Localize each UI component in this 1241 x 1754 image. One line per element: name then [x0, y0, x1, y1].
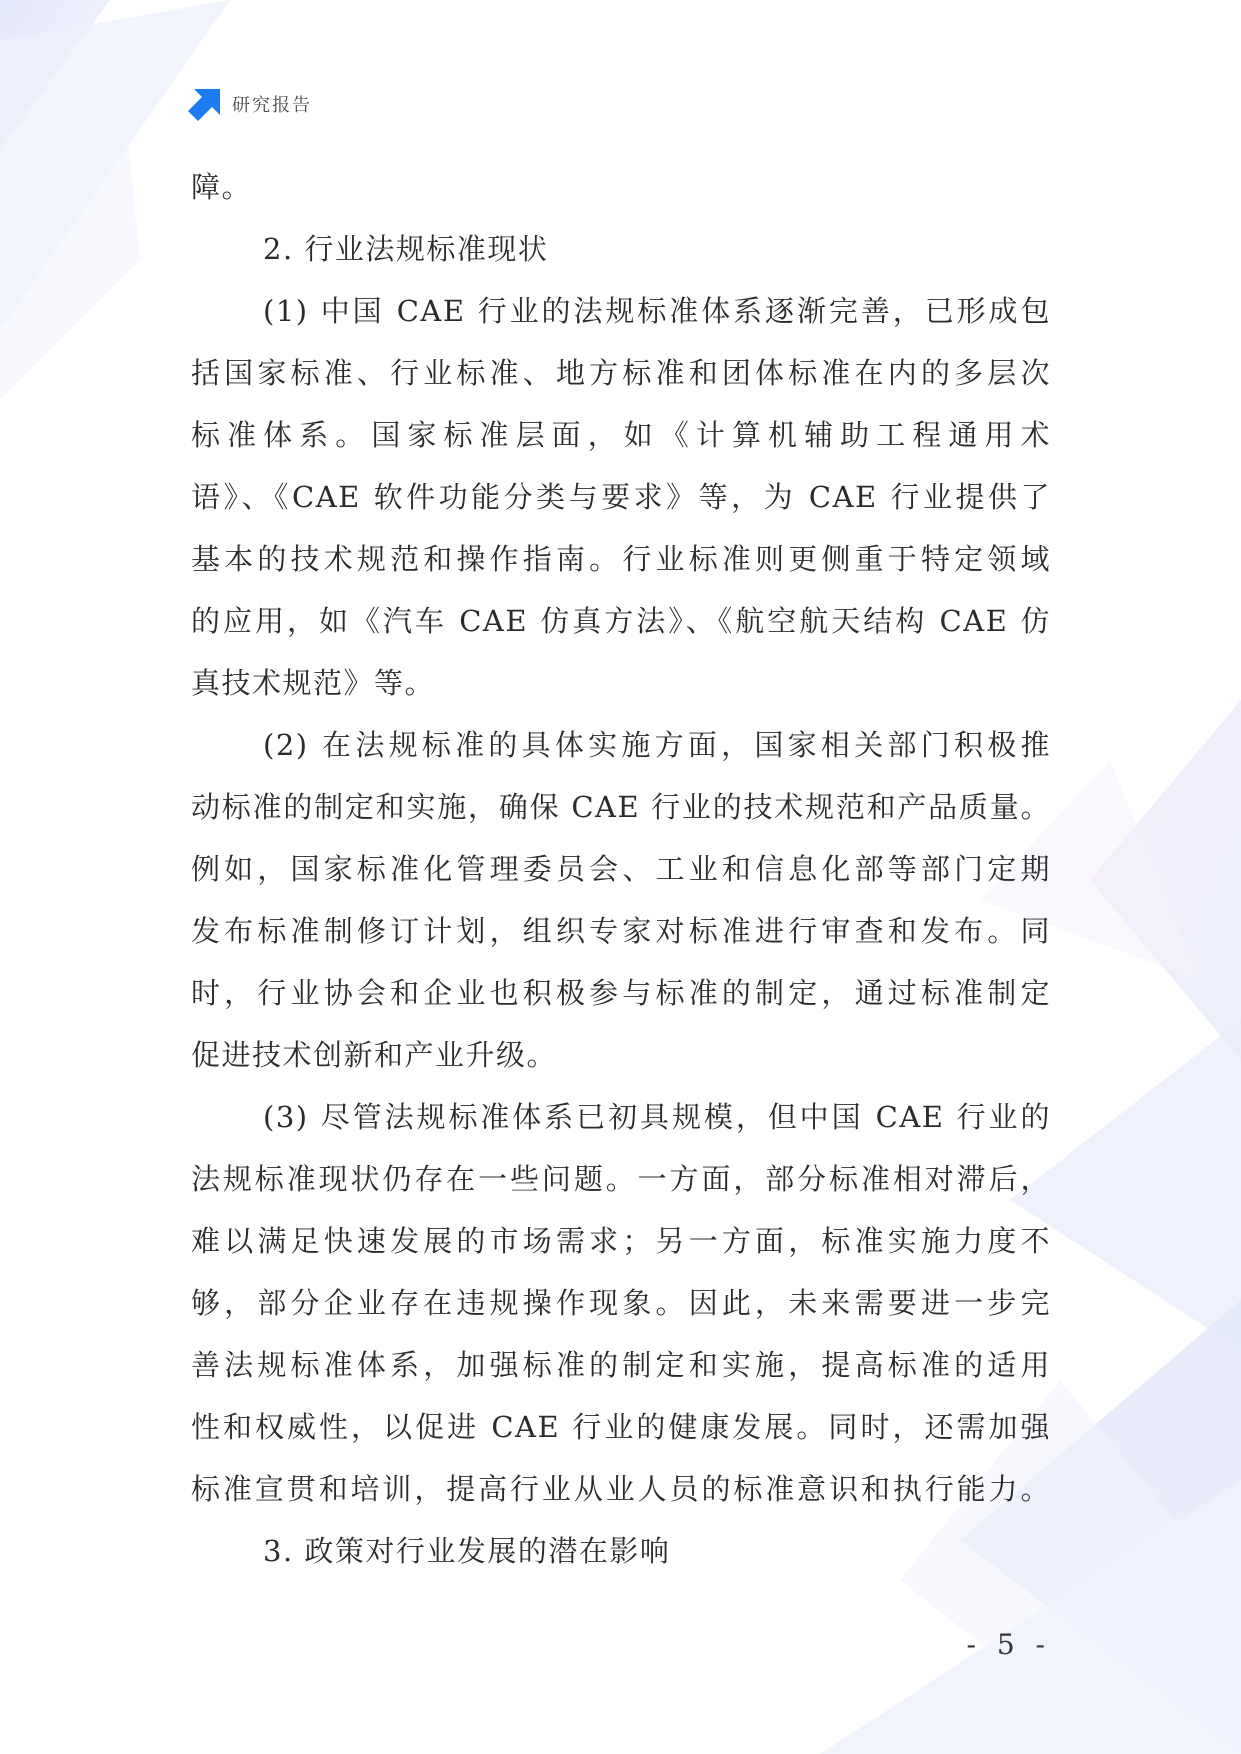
paragraph-line: 法规标准现状仍存在一些问题。一方面，部分标准相对滞后， — [191, 1162, 1051, 1196]
section-heading: 3. 政策对行业发展的潜在影响 — [263, 1534, 671, 1568]
paragraph-line: (2) 在法规标准的具体实施方面，国家相关部门积极推 — [263, 728, 1051, 762]
paragraph-line: 的应用，如《汽车 CAE 仿真方法》、《航空航天结构 CAE 仿 — [191, 604, 1051, 638]
paragraph-line: 括国家标准、行业标准、地方标准和团体标准在内的多层次 — [191, 356, 1051, 390]
paragraph-line: 标准宣贯和培训，提高行业从业人员的标准意识和执行能力。 — [191, 1472, 1051, 1506]
paragraph-line: 真技术规范》等。 — [191, 666, 436, 700]
paragraph-line: 善法规标准体系，加强标准的制定和实施，提高标准的适用 — [191, 1348, 1051, 1382]
text-line: 障。 — [191, 170, 253, 204]
header-title: 研究报告 — [232, 95, 312, 116]
page-number: - 5 - — [966, 1628, 1051, 1661]
paragraph-line: 语》、《CAE 软件功能分类与要求》等，为 CAE 行业提供了 — [191, 480, 1051, 514]
paragraph-line: 标准体系。国家标准层面，如《计算机辅助工程通用术 — [191, 418, 1051, 452]
paragraph-line: 发布标准制修订计划，组织专家对标准进行审查和发布。同 — [191, 914, 1051, 948]
paragraph-line: (1) 中国 CAE 行业的法规标准体系逐渐完善，已形成包 — [263, 294, 1051, 328]
paragraph-line: 基本的技术规范和操作指南。行业标准则更侧重于特定领域 — [191, 542, 1051, 576]
paragraph-line: 时，行业协会和企业也积极参与标准的制定，通过标准制定 — [191, 976, 1051, 1010]
paragraph-line: 促进技术创新和产业升级。 — [191, 1038, 558, 1072]
paragraph-line: (3) 尽管法规标准体系已初具规模，但中国 CAE 行业的 — [263, 1100, 1051, 1134]
paragraph-line: 够，部分企业存在违规操作现象。因此，未来需要进一步完 — [191, 1286, 1051, 1320]
section-heading: 2. 行业法规标准现状 — [263, 232, 549, 266]
paragraph-line: 动标准的制定和实施，确保 CAE 行业的技术规范和产品质量。 — [191, 790, 1051, 824]
page-header — [188, 86, 312, 122]
paragraph-line: 难以满足快速发展的市场需求；另一方面，标准实施力度不 — [191, 1224, 1051, 1258]
document-body — [191, 156, 1051, 1582]
paragraph-line: 性和权威性，以促进 CAE 行业的健康发展。同时，还需加强 — [191, 1410, 1051, 1444]
arrow-up-right-icon — [188, 87, 222, 121]
paragraph-line: 例如，国家标准化管理委员会、工业和信息化部等部门定期 — [191, 852, 1051, 886]
